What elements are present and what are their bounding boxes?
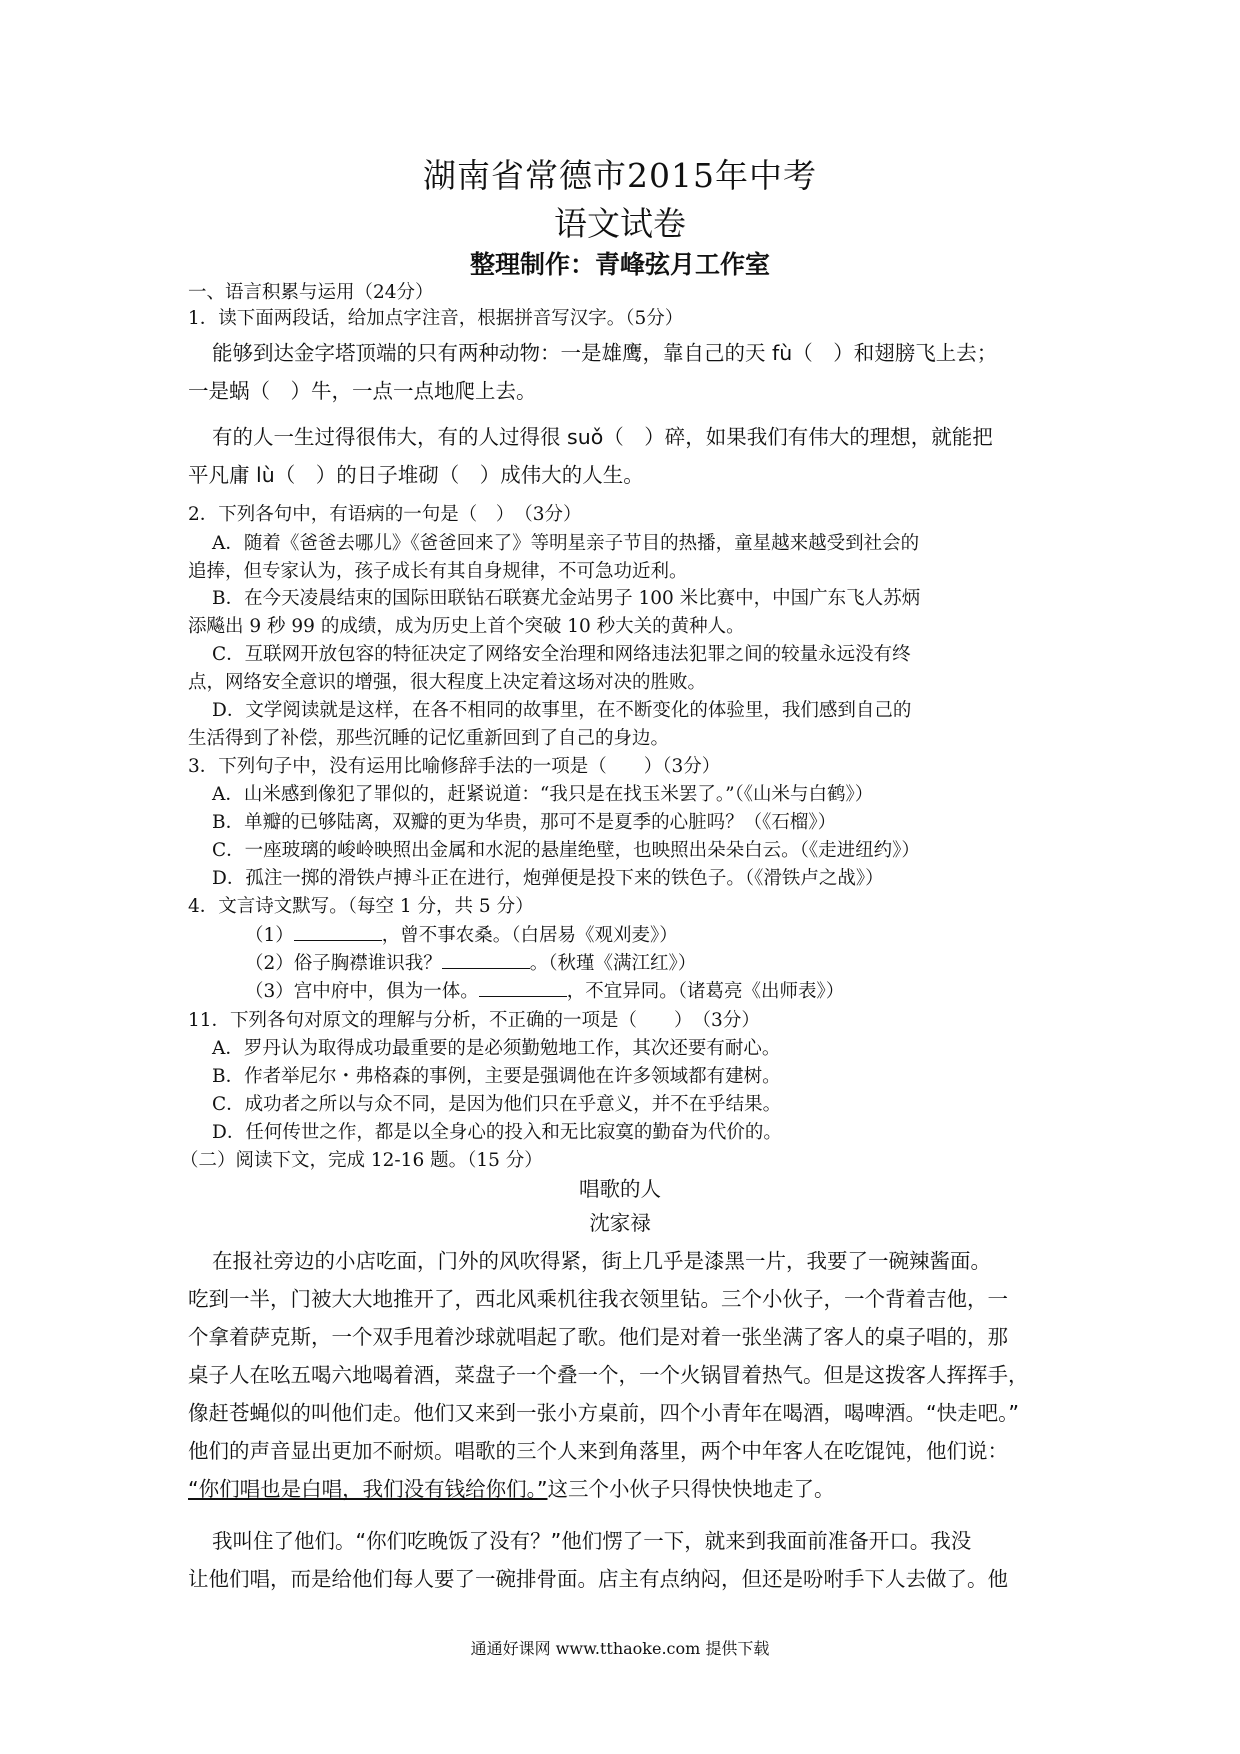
q2-option: 生活得到了补偿，那些沉睡的记忆重新回到了自己的身边。 bbox=[188, 728, 670, 749]
article-line-rest: 这三个小伙子只得快快地走了。 bbox=[547, 1477, 835, 1501]
q2-option: C．互联网开放包容的特征决定了网络安全治理和网络违法犯罪之间的较量永远没有终 bbox=[212, 644, 911, 665]
q11-prompt: 11．下列各句对原文的理解与分析，不正确的一项是（ ） （3分） bbox=[188, 1010, 760, 1031]
q2-option: B．在今天凌晨结束的国际田联钻石联赛尤金站男子 100 米比赛中，中国广东飞人苏炳 bbox=[212, 588, 921, 609]
q11-option: A．罗丹认为取得成功最重要的是必须勤勉地工作，其次还要有耐心。 bbox=[212, 1038, 781, 1059]
article-line: 在报社旁边的小店吃面，门外的风吹得紧，街上几乎是漆黑一片，我要了一碗辣酱面。 bbox=[212, 1249, 991, 1273]
q4-item bbox=[245, 922, 1115, 949]
q11-option: C．成功者之所以与众不同，是因为他们只在乎意义，并不在乎结果。 bbox=[212, 1094, 782, 1115]
q3-option: D．孤注一掷的滑铁卢搏斗正在进行，炮弹便是投下来的铁色子。（《滑铁卢之战》） bbox=[212, 868, 884, 889]
q3-option: C．一座玻璃的峻岭映照出金属和水泥的悬崖绝壁，也映照出朵朵白云。（《走进纽约》） bbox=[212, 840, 920, 861]
q1-line: 有的人一生过得很伟大，有的人过得很 suǒ（ ）碎，如果我们有伟大的理想，就能把 bbox=[212, 425, 993, 449]
fill-blank bbox=[294, 922, 382, 941]
q1-line: 一是蜗（ ）牛，一点一点地爬上去。 bbox=[188, 379, 537, 403]
q4-item-pre: （2）俗子胸襟谁识我？ bbox=[245, 953, 442, 974]
exam-credit: 整理制作：青峰弦月工作室 bbox=[469, 250, 770, 279]
q1-line: 平凡庸 lù（ ）的日子堆砌（ ）成伟大的人生。 bbox=[188, 463, 644, 487]
article-line: 个拿着萨克斯，一个双手甩着沙球就唱起了歌。他们是对着一张坐满了客人的桌子唱的，那 bbox=[188, 1325, 1008, 1349]
article-line: 桌子人在吆五喝六地喝着酒，菜盘子一个叠一个，一个火锅冒着热气。但是这拨客人挥挥手， bbox=[188, 1363, 1029, 1387]
article-line: 让他们唱，而是给他们每人要了一碗排骨面。店主有点纳闷，但还是吩咐手下人去做了。他 bbox=[188, 1567, 1008, 1591]
q4-item-pre: （1） bbox=[245, 925, 294, 946]
q4-item-pre: （3）宫中府中，俱为一体。 bbox=[245, 981, 479, 1002]
q11-option: B．作者举尼尔・弗格森的事例，主要是强调他在许多领域都有建树。 bbox=[212, 1066, 781, 1087]
article-line: 他们的声音显出更加不耐烦。唱歌的三个人来到角落里，两个中年客人在吃馄饨，他们说： bbox=[188, 1439, 1008, 1463]
q2-option: 点，网络安全意识的增强，很大程度上决定着这场对决的胜败。 bbox=[188, 672, 707, 693]
section2-heading: （二）阅读下文，完成 12-16 题。（15 分） bbox=[180, 1150, 543, 1171]
q2-option: 追捧，但专家认为，孩子成长有其自身规律，不可急功近利。 bbox=[188, 561, 688, 582]
q3-option: B．单瓣的已够陆离，双瓣的更为华贵，那可不是夏季的心脏吗？（《石榴》） bbox=[212, 812, 837, 833]
q2-option: A．随着《爸爸去哪儿》《爸爸回来了》等明星亲子节目的热播，童星越来越受到社会的 bbox=[212, 533, 920, 554]
section1-heading: 一、语言积累与运用（24分） bbox=[188, 282, 434, 303]
article-line: 像赶苍蝇似的叫他们走。他们又来到一张小方桌前，四个小青年在喝酒，喝啤酒。“快走吧。” bbox=[188, 1401, 1019, 1425]
q11-option: D．任何传世之作，都是以全身心的投入和无比寂寞的勤奋为代价的。 bbox=[212, 1122, 782, 1143]
exam-subtitle: 语文试卷 bbox=[554, 204, 686, 243]
article-line bbox=[188, 1476, 1058, 1502]
article-author: 沈家禄 bbox=[589, 1211, 651, 1235]
q4-prompt: 4．文言诗文默写。（每空 1 分，共 5 分） bbox=[188, 896, 534, 917]
fill-blank bbox=[442, 950, 530, 969]
article-line: 我叫住了他们。“你们吃晚饭了没有？”他们愣了一下，就来到我面前准备开口。我没 bbox=[212, 1529, 972, 1553]
q1-line: 能够到达金字塔顶端的只有两种动物：一是雄鹰，靠自己的天 fù（ ）和翅膀飞上去； bbox=[212, 341, 998, 365]
q4-item bbox=[245, 978, 1115, 1005]
q4-item bbox=[245, 950, 1115, 977]
q1-prompt: 1．读下面两段话，给加点字注音，根据拼音写汉字。（5分） bbox=[188, 308, 684, 329]
q3-option: A．山米感到像犯了罪似的，赶紧说道：“我只是在找玉米罢了。”（《山米与白鹤》） bbox=[212, 784, 874, 805]
q2-option: D．文学阅读就是这样，在各不相同的故事里，在不断变化的体验里，我们感到自己的 bbox=[212, 700, 912, 721]
article-title: 唱歌的人 bbox=[579, 1177, 661, 1201]
q2-prompt: 2．下列各句中，有语病的一句是（ ） （3分） bbox=[188, 504, 582, 525]
article-line: 吃到一半，门被大大地推开了，西北风乘机往我衣领里钻。三个小伙子，一个背着吉他，一 bbox=[188, 1287, 1008, 1311]
underlined-quote: “你们唱也是白唱，我们没有钱给你们。” bbox=[188, 1477, 548, 1501]
page-footer: 通通好课网 www.tthaoke.com 提供下载 bbox=[470, 1639, 770, 1658]
exam-title: 湖南省常德市2015年中考 bbox=[423, 156, 817, 195]
q4-item-post: ，曾不事农桑。（白居易《观刈麦》） bbox=[381, 925, 678, 946]
fill-blank bbox=[479, 978, 567, 997]
q4-item-post: ，不宜异同。（诸葛亮《出师表》） bbox=[566, 981, 845, 1002]
q2-option: 添飚出 9 秒 99 的成绩，成为历史上首个突破 10 秒大关的黄种人。 bbox=[188, 616, 745, 637]
q3-prompt: 3．下列句子中，没有运用比喻修辞手法的一项是（ ）（3分） bbox=[188, 756, 721, 777]
q4-item-post: 。（秋瑾《满江红》） bbox=[529, 953, 697, 974]
